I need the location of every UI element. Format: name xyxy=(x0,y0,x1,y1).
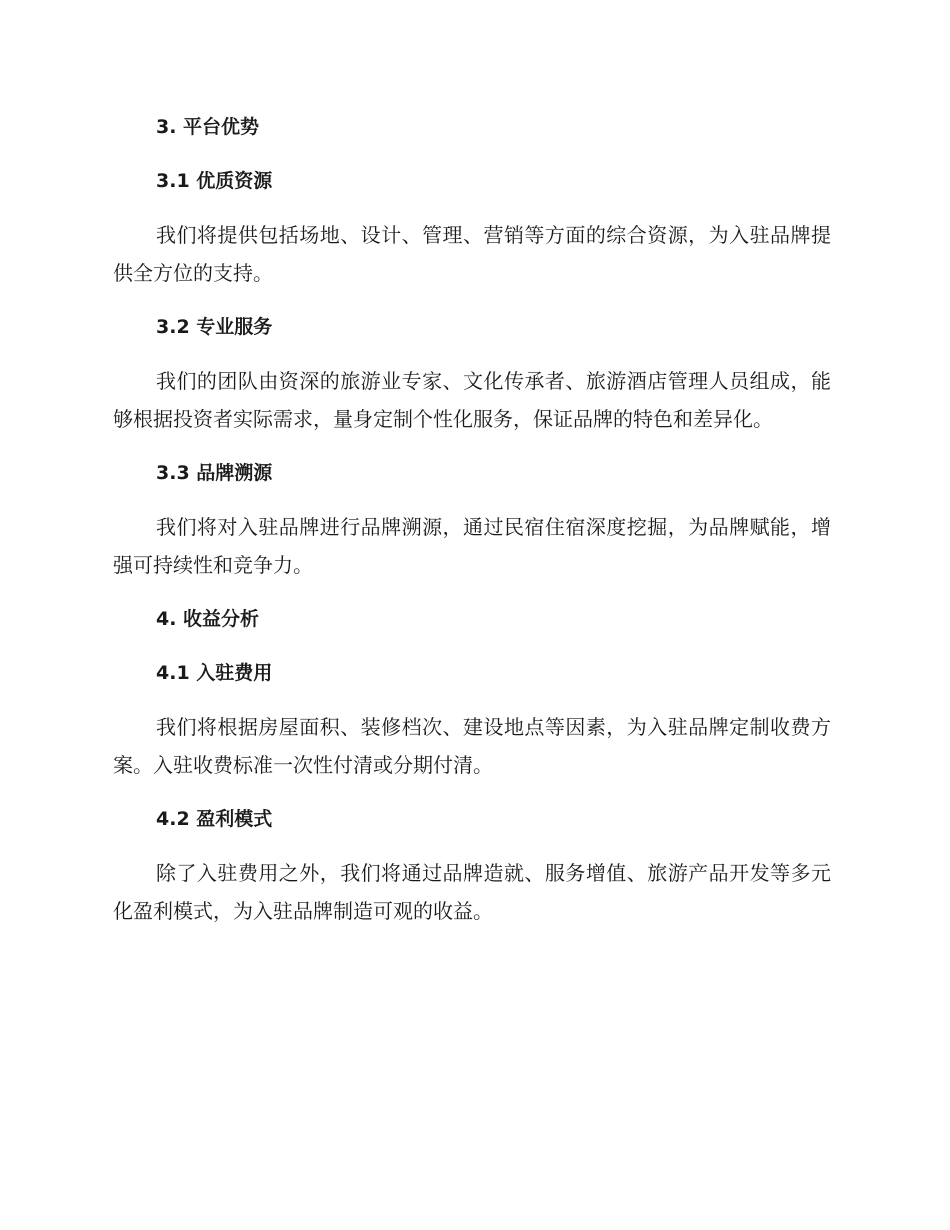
paragraph-4-2: 除了入驻费用之外，我们将通过品牌造就、服务增值、旅游产品开发等多元化盈利模式，为入驻品牌制造可观的收益。 xyxy=(113,861,831,923)
paragraph-3-3: 我们将对入驻品牌进行品牌溯源，通过民宿住宿深度挖掘，为品牌赋能，增强可持续性和竞争力。 xyxy=(113,515,831,577)
section-heading-4: 4. 收益分析 xyxy=(156,608,260,630)
paragraph-4-1: 我们将根据房屋面积、装修档次、建设地点等因素，为入驻品牌定制收费方案。入驻收费标准一次性付清或分期付清。 xyxy=(113,715,831,777)
subsection-heading-3-3: 3.3 品牌溯源 xyxy=(156,462,273,484)
subsection-heading-4-2: 4.2 盈利模式 xyxy=(156,808,273,830)
subsection-heading-3-2: 3.2 专业服务 xyxy=(156,316,273,338)
subsection-heading-3-1: 3.1 优质资源 xyxy=(156,170,273,192)
paragraph-3-2: 我们的团队由资深的旅游业专家、文化传承者、旅游酒店管理人员组成，能够根据投资者实际需求，量身定制个性化服务，保证品牌的特色和差异化。 xyxy=(113,369,831,431)
section-heading-3: 3. 平台优势 xyxy=(156,116,260,138)
document-body xyxy=(113,108,831,946)
subsection-heading-4-1: 4.1 入驻费用 xyxy=(156,662,273,684)
paragraph-3-1: 我们将提供包括场地、设计、管理、营销等方面的综合资源，为入驻品牌提供全方位的支持。 xyxy=(113,223,831,285)
